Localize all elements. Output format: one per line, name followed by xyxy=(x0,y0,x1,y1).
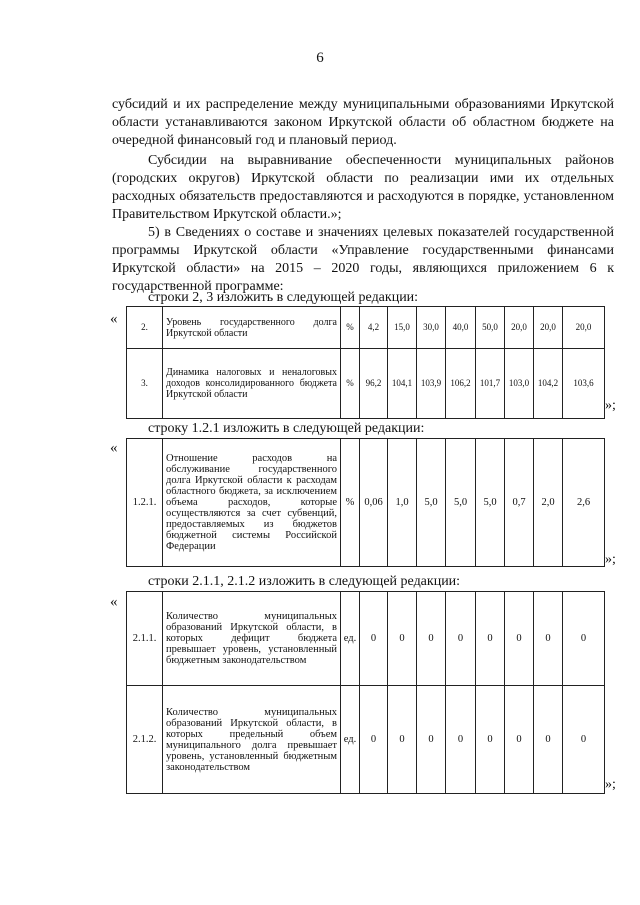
value-cell: 0 xyxy=(446,592,476,686)
value-cell: 20,0 xyxy=(534,307,563,349)
table-row xyxy=(127,686,605,794)
value-cell: 40,0 xyxy=(446,307,476,349)
value-cell: 15,0 xyxy=(388,307,417,349)
value-cell: 101,7 xyxy=(476,349,505,419)
section-heading-rows-2-1-1-2-1-2: строки 2.1.1, 2.1.2 изложить в следующей редакции: xyxy=(148,574,461,589)
row-number: 2. xyxy=(127,307,163,349)
value-cell: 0 xyxy=(505,686,534,794)
row-number: 2.1.2. xyxy=(127,686,163,794)
paragraph-amendment-5: 5) в Сведениях о составе и значениях целевых показателей государственной программы Иркутской области «Управление государственными финансами Иркутской области» на 2015 – 2020 годы, являющихся приложением 6 к государственной программе: xyxy=(112,225,614,294)
table-row xyxy=(127,307,605,349)
indicator-name: Динамика налоговых и неналоговых доходов консолидированного бюджета Иркутской области xyxy=(163,349,341,419)
value-cell: 5,0 xyxy=(417,439,446,567)
indicator-name: Отношение расходов на обслуживание государственного долга Иркутской области к расходам областного бюджета, за исключением объема расходов, которые осуществляются за счет субвенций, предоставляемых из бюджетов бюджетной системы Российской Федерации xyxy=(163,439,341,567)
indicators-table-rows-2-3 xyxy=(126,306,605,419)
value-cell: 0 xyxy=(563,592,605,686)
unit-cell: ед. xyxy=(341,686,360,794)
value-cell: 103,0 xyxy=(505,349,534,419)
unit-cell: % xyxy=(341,349,360,419)
open-quote: « xyxy=(110,440,118,456)
value-cell: 0 xyxy=(360,592,388,686)
table-row xyxy=(127,592,605,686)
value-cell: 103,9 xyxy=(417,349,446,419)
value-cell: 96,2 xyxy=(360,349,388,419)
unit-cell: ед. xyxy=(341,592,360,686)
value-cell: 0 xyxy=(476,686,505,794)
open-quote: « xyxy=(110,311,118,327)
indicators-table-row-1-2-1 xyxy=(126,438,605,567)
close-quote: »; xyxy=(605,398,616,413)
value-cell: 0 xyxy=(388,686,417,794)
open-quote: « xyxy=(110,594,118,610)
unit-cell: % xyxy=(341,307,360,349)
indicator-name: Уровень государственного долга Иркутской области xyxy=(163,307,341,349)
value-cell: 5,0 xyxy=(446,439,476,567)
indicator-name: Количество муниципальных образований Иркутской области, в которых предельный объем муниципального долга превышает уровень, установленный бюджетным законодательством xyxy=(163,686,341,794)
row-number: 1.2.1. xyxy=(127,439,163,567)
value-cell: 0,06 xyxy=(360,439,388,567)
value-cell: 0 xyxy=(563,686,605,794)
value-cell: 1,0 xyxy=(388,439,417,567)
value-cell: 50,0 xyxy=(476,307,505,349)
section-heading-row-1-2-1: строку 1.2.1 изложить в следующей редакции: xyxy=(148,421,425,436)
value-cell: 106,2 xyxy=(446,349,476,419)
value-cell: 0 xyxy=(417,686,446,794)
value-cell: 103,6 xyxy=(563,349,605,419)
value-cell: 30,0 xyxy=(417,307,446,349)
close-quote: »; xyxy=(605,552,616,567)
close-quote: »; xyxy=(605,777,616,792)
value-cell: 0 xyxy=(446,686,476,794)
page-number: 6 xyxy=(316,50,324,66)
section-heading-rows-2-3: строки 2, 3 изложить в следующей редакции: xyxy=(148,290,419,305)
row-number: 2.1.1. xyxy=(127,592,163,686)
value-cell: 0 xyxy=(476,592,505,686)
value-cell: 2,6 xyxy=(563,439,605,567)
value-cell: 104,1 xyxy=(388,349,417,419)
paragraph-subsidies-equalization: Субсидии на выравнивание обеспеченности муниципальных районов (городских округов) Иркутской области по реализации ими их отдельных расходных обязательств предоставляются и расходуются в порядке, установленном Правительством Иркутской области.»; xyxy=(112,153,614,222)
unit-cell: % xyxy=(341,439,360,567)
indicator-name: Количество муниципальных образований Иркутской области, в которых дефицит бюджета превышает уровень, установленный бюджетным законодательством xyxy=(163,592,341,686)
paragraph-subsidies-distribution: субсидий и их распределение между муниципальными образованиями Иркутской области устанавливаются законом Иркутской области об областном бюджете на очередной финансовый год и плановый период. xyxy=(112,97,614,148)
value-cell: 2,0 xyxy=(534,439,563,567)
table-row xyxy=(127,349,605,419)
value-cell: 20,0 xyxy=(505,307,534,349)
value-cell: 0 xyxy=(388,592,417,686)
value-cell: 20,0 xyxy=(563,307,605,349)
value-cell: 0 xyxy=(534,686,563,794)
value-cell: 0 xyxy=(534,592,563,686)
value-cell: 0 xyxy=(360,686,388,794)
indicators-table-rows-2-1-1-2-1-2 xyxy=(126,591,605,794)
value-cell: 104,2 xyxy=(534,349,563,419)
value-cell: 0 xyxy=(417,592,446,686)
value-cell: 5,0 xyxy=(476,439,505,567)
value-cell: 4,2 xyxy=(360,307,388,349)
value-cell: 0,7 xyxy=(505,439,534,567)
row-number: 3. xyxy=(127,349,163,419)
table-row xyxy=(127,439,605,567)
value-cell: 0 xyxy=(505,592,534,686)
